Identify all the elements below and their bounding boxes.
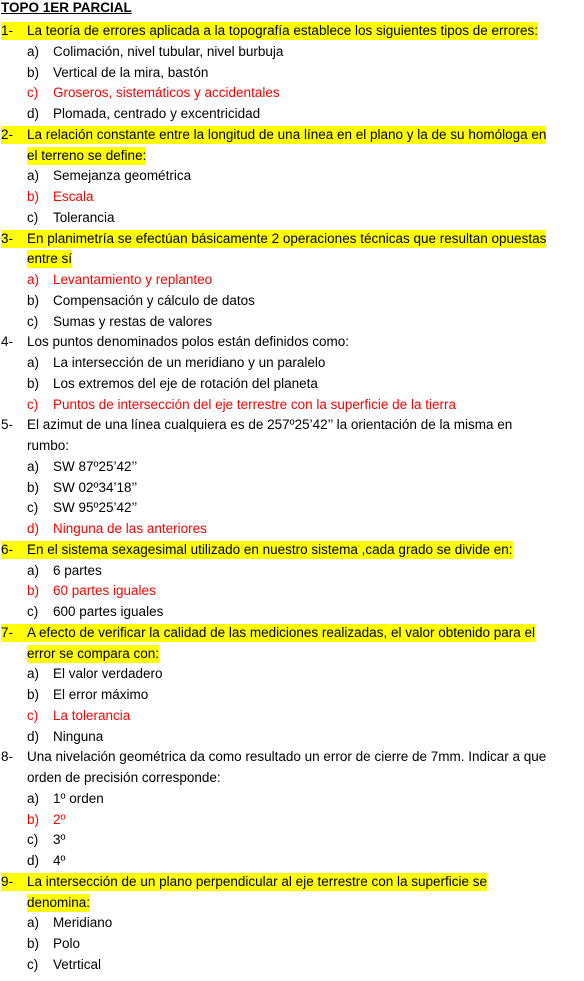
option-letter: a) [27,43,40,59]
option-text: 600 partes iguales [53,604,164,619]
question-text: Los puntos denominados polos están definidos como: [27,334,349,350]
question-text: error se compara con: [27,645,160,661]
question-text: Una nivelación geométrica da como resultado un error de cierre de 7mm. Indicar a que [27,749,547,765]
option-text: Vertical de la mira, bastón [53,64,209,80]
option-text: SW 87º25’42’’ [53,458,138,474]
option-text: SW 02º34’18’’ [53,479,138,495]
option-text: SW 95º25’42’’ [53,500,138,516]
option-letter: b) [27,811,40,827]
option-letter: b) [27,479,40,495]
option-letter: b) [27,583,40,599]
option-letter: b) [27,375,40,391]
page-title: TOPO 1ER PARCIAL [1,0,132,15]
option-letter: a) [27,168,40,184]
question-number: 6- [1,541,27,559]
option-text: 2º [53,811,66,827]
option-letter: a) [27,355,40,370]
option-text: Meridiano [53,915,113,931]
option-text: Groseros, sistemáticos y accidentales [53,85,280,101]
option-text: Puntos de intersección del eje terrestre con la superficie de la tierra [53,396,456,412]
option-letter: c) [27,832,39,848]
option-letter: d) [27,521,40,536]
option-text: Escala [53,189,94,204]
question-number: 8- [1,749,14,765]
question-number: 9- [1,873,27,891]
option-text: El valor verdadero [53,666,163,682]
option-letter: b) [27,292,40,308]
question-number: 5- [1,417,14,433]
option-text: Compensación y cálculo de datos [53,292,255,308]
option-text: 3º [53,832,66,848]
option-text: 60 partes iguales [53,583,156,599]
option-text: 4º [53,853,66,868]
question-number: 3- [1,230,27,248]
question-text: La intersección de un plano perpendicular al eje terrestre con la superficie se [27,873,488,889]
option-letter: c) [27,707,39,723]
option-letter: c) [27,209,39,225]
option-text: Ninguna [53,728,104,744]
question-text: entre sí [27,251,73,267]
option-text: Vetrtical [53,956,102,972]
option-letter: a) [27,272,40,287]
question-text: el terreno se define: [27,147,147,163]
option-text: 1º orden [53,790,104,806]
option-letter: b) [27,189,40,204]
question-number: 4- [1,334,14,350]
option-text: La intersección de un meridiano y un paralelo [53,355,326,370]
option-letter: c) [27,956,39,972]
option-letter: a) [27,790,40,806]
question-text: rumbo: [27,438,70,453]
question-text: El azimut de una línea cualquiera es de 257º25’42’’ la orientación de la misma en [27,417,513,433]
question-text: La relación constante entre la longitud de una línea en el plano y la de su homóloga en [27,126,547,142]
option-text: Plomada, centrado y excentricidad [53,106,261,121]
option-letter: a) [27,562,40,578]
option-letter: a) [27,666,40,682]
option-text: Tolerancia [53,209,115,225]
question-number: 1- [1,22,27,40]
option-letter: b) [27,936,40,951]
option-letter: d) [27,853,40,868]
option-text: Semejanza geométrica [53,168,192,184]
question-text: En el sistema sexagesimal utilizado en nuestro sistema ,cada grado se divide en: [27,541,513,557]
option-text: Los extremos del eje de rotación del planeta [53,375,318,391]
option-text: Polo [53,936,81,951]
question-text: orden de precisión corresponde: [27,770,221,785]
option-letter: d) [27,106,40,121]
option-letter: c) [27,396,39,412]
option-letter: a) [27,915,40,931]
option-letter: c) [27,85,39,101]
option-letter: c) [27,313,39,329]
option-letter: c) [27,500,39,516]
option-text: La tolerancia [53,707,131,723]
option-letter: a) [27,458,40,474]
option-letter: c) [27,604,39,619]
question-text: La teoría de errores aplicada a la topografía establece los siguientes tipos de errores: [27,23,539,38]
question-text: A efecto de verificar la calidad de las mediciones realizadas, el valor obtenido para el [27,624,536,640]
option-letter: b) [27,64,40,80]
option-text: El error máximo [53,687,149,702]
question-number: 7- [1,624,27,642]
option-text: Colimación, nivel tubular, nivel burbuja [53,43,284,59]
question-text: denomina: [27,894,91,910]
option-letter: d) [27,728,40,744]
option-letter: b) [27,687,40,702]
option-text: 6 partes [53,562,102,578]
option-text: Sumas y restas de valores [53,313,213,329]
option-text: Ninguna de las anteriores [53,521,207,536]
question-number: 2- [1,126,27,144]
option-text: Levantamiento y replanteo [53,272,213,287]
question-text: En planimetría se efectúan básicamente 2 operaciones técnicas que resultan opuestas [27,230,547,246]
